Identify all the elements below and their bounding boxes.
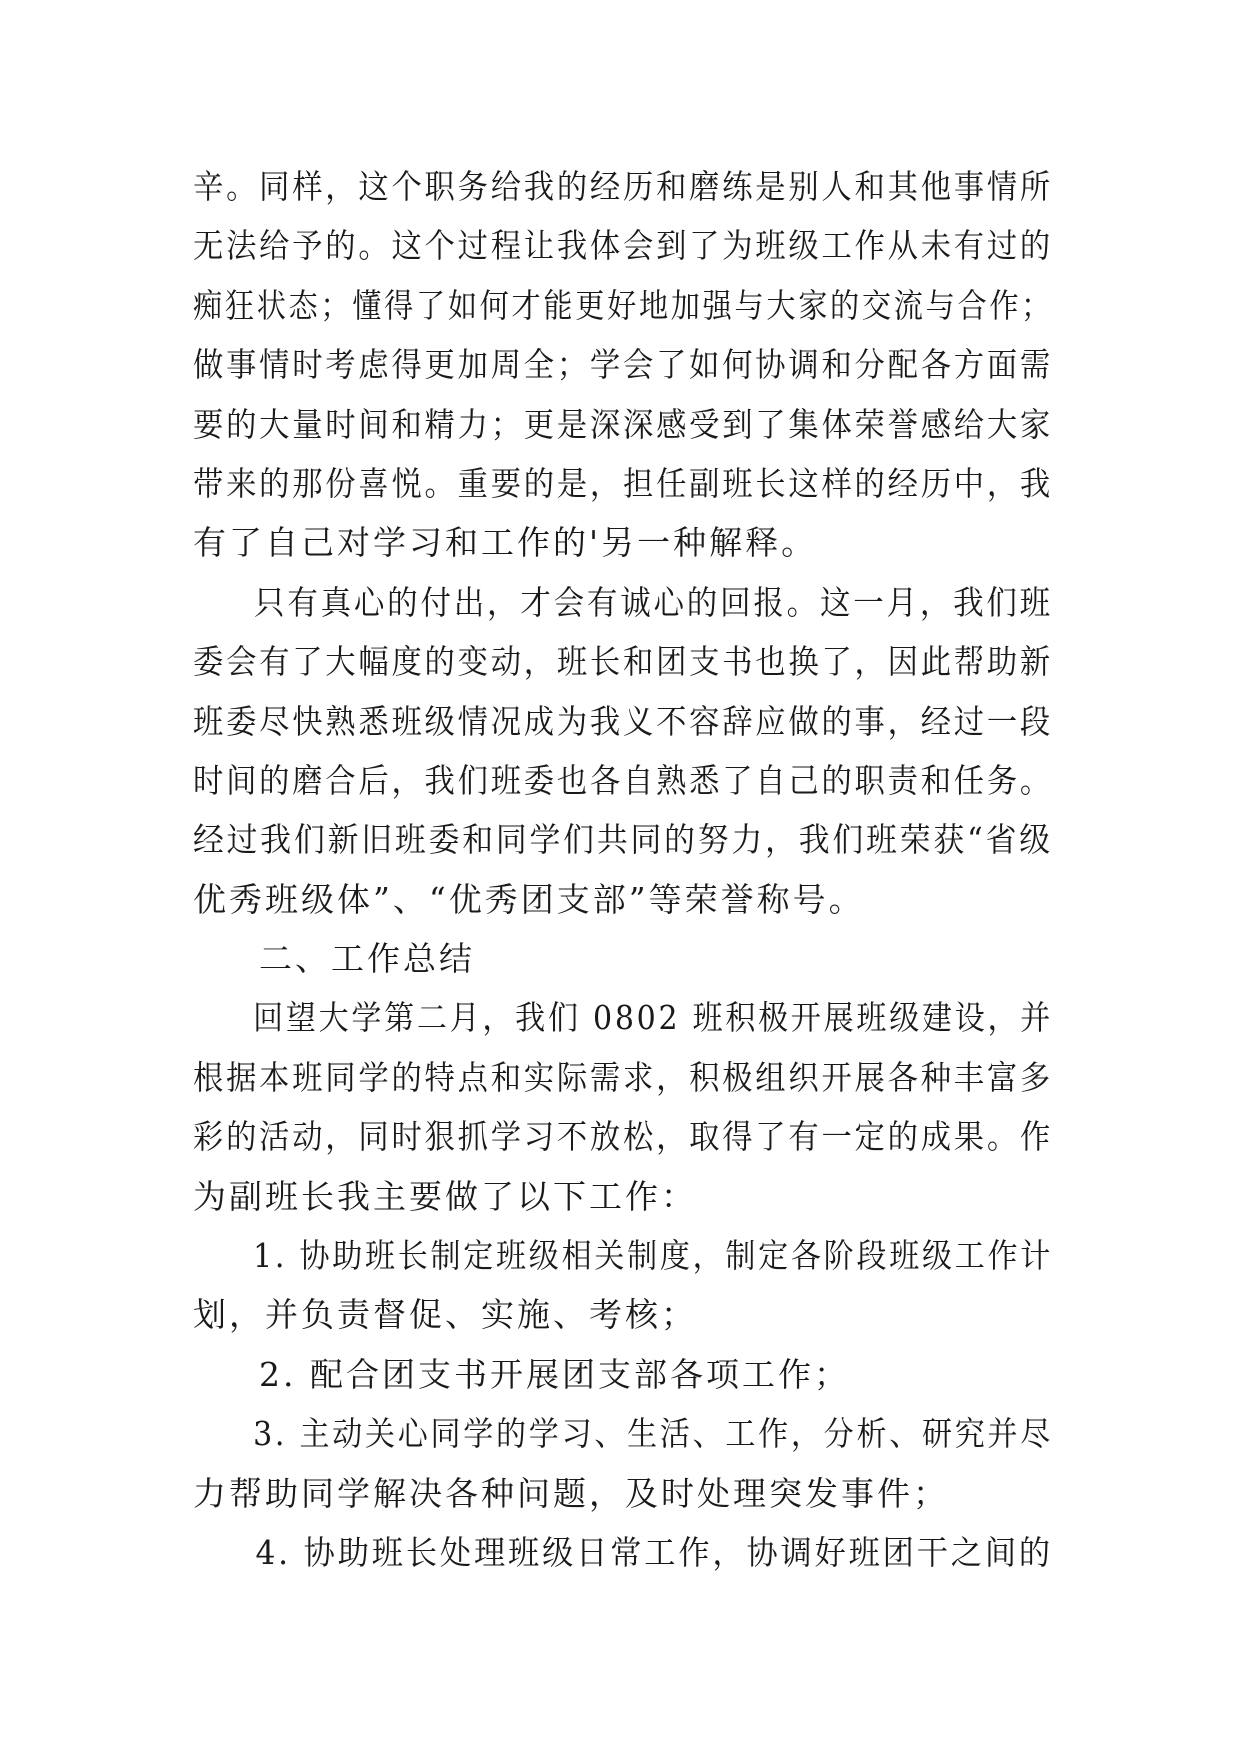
- text-line: 4. 协助班长处理班级日常工作，协调好班团干之间的: [255, 1532, 1053, 1572]
- text-line: 划，并负责督促、实施、考核；: [193, 1295, 697, 1335]
- text-line: 带来的那份喜悦。重要的是，担任副班长这样的经历中，我: [193, 463, 1053, 503]
- text-line: 3. 主动关心同学的学习、生活、工作，分析、研究并尽: [253, 1414, 1054, 1454]
- text-line: 彩的活动，同时狠抓学习不放松，取得了有一定的成果。作: [193, 1117, 1053, 1157]
- text-line: 为副班长我主要做了以下工作：: [193, 1176, 697, 1216]
- text-line: 要的大量时间和精力；更是深深感受到了集体荣誉感给大家: [193, 404, 1053, 444]
- text-line: 二、工作总结: [259, 939, 475, 979]
- text-line: 经过我们新旧班委和同学们共同的努力，我们班荣获“省级: [193, 820, 1053, 860]
- text-line: 做事情时考虑得更加周全；学会了如何协调和分配各方面需: [193, 345, 1053, 385]
- text-line: 无法给予的。这个过程让我体会到了为班级工作从未有过的: [193, 226, 1053, 266]
- text-line: 优秀班级体”、“优秀团支部”等荣誉称号。: [193, 879, 865, 919]
- text-line: 根据本班同学的特点和实际需求，积极组织开展各种丰富多: [193, 1057, 1053, 1097]
- text-line: 只有真心的付出，才会有诚心的回报。这一月，我们班: [254, 582, 1053, 622]
- text-line: 班委尽快熟悉班级情况成为我义不容辞应做的事，经过一段: [193, 701, 1053, 741]
- text-line: 辛。同样，这个职务给我的经历和磨练是别人和其他事情所: [193, 167, 1053, 206]
- text-line: 1. 协助班长制定班级相关制度，制定各阶段班级工作计: [253, 1236, 1054, 1276]
- text-line: 委会有了大幅度的变动，班长和团支书也换了，因此帮助新: [193, 642, 1053, 682]
- text-line: 2. 配合团支书开展团支部各项工作；: [259, 1354, 850, 1394]
- text-line: 有了自己对学习和工作的'另一种解释。: [193, 523, 818, 563]
- document-body: [193, 157, 1053, 1582]
- text-line: 时间的磨合后，我们班委也各自熟悉了自己的职责和任务。: [193, 760, 1053, 800]
- text-line: 力帮助同学解决各种问题，及时处理突发事件；: [193, 1473, 949, 1513]
- text-line: 回望大学第二月，我们 0802 班积极开展班级建设，并: [253, 998, 1054, 1038]
- text-line: 痴狂状态；懂得了如何才能更好地加强与大家的交流与合作；: [193, 285, 1054, 325]
